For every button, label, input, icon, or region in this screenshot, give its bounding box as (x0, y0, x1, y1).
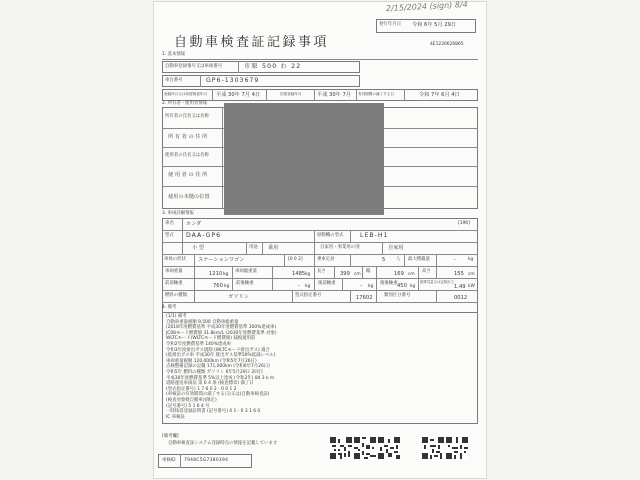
qr-code-icon (378, 437, 400, 459)
length-label: 長さ (317, 269, 326, 274)
body-code: [0 0 2] (288, 257, 303, 262)
remark-line: 車両重量税額 120,000km (令和5年7月26日) (166, 358, 257, 364)
use-value: 乗用 (268, 245, 279, 251)
class-number-value: 0012 (454, 295, 468, 301)
displacement-unit: kW (468, 284, 475, 289)
remark-line: 点検整備記録の記載 171,000km (令和6年7月26日) (166, 364, 270, 370)
max-load-unit: kg (468, 257, 474, 262)
capacity-value: 5 (382, 257, 386, 263)
width-value: 169 (394, 271, 404, 277)
capacity-unit: 人 (396, 257, 401, 262)
first-reg-ym-value: 平成 30年 7月 (317, 92, 351, 98)
reg-number-label: 自動車登録番号又は車両番号 (165, 64, 223, 69)
remark-line: (2018年度燃費基準 平成30年度燃費基準 100%達成車) (166, 325, 277, 331)
remark-line: (記号番号) 5 1 6 4 号 (166, 403, 210, 409)
first-reg-ym-label: 初度登録年月 (280, 92, 302, 96)
remark-line: 一時抹消登録証明書 (記号番号) 4 1 - 0 3 1 6 0 (166, 409, 261, 415)
displacement-value: 1.49 (454, 284, 466, 290)
expiry-value: 令和 7年 6月 4日 (419, 92, 460, 98)
mf-axle-label: 後前軸重 (318, 281, 336, 286)
mf-axle-unit: kg (368, 284, 374, 289)
body-shape-label: 車体の形状 (164, 257, 186, 262)
remark-line: 令和5年 燃料の種類 ガソリン 6年5月29日 2回目 (166, 370, 263, 375)
car-name-code: [196] (458, 221, 470, 226)
user-name-label: 使用者の氏名又は名称 (165, 153, 209, 158)
vin-value: GP6-1303679 (206, 77, 260, 84)
rear-axle-label: 後後軸重 (380, 281, 398, 286)
qr-code-icon (446, 437, 468, 459)
remark-line: 令和2年度燃費基準 140%達成車 (166, 342, 232, 347)
car-name-value: ホンダ (186, 221, 202, 227)
footer-note: 自動車検査証システム登録時点の情報を記載しています (168, 441, 278, 446)
vin-row (162, 75, 360, 87)
document-title: 自動車検査証記録事項 (174, 35, 330, 50)
owner-name-label: 所有者の氏名又は名称 (165, 114, 209, 119)
first-reg-value: 平成 30年 7月 4日 (216, 92, 261, 98)
model-label: 型式 (165, 233, 174, 238)
rear-axle-unit: kg (410, 284, 416, 289)
fuel-value: ガソリン (228, 294, 249, 300)
body-shape-value: ステーションワゴン (198, 257, 245, 263)
type-approval-label: 型式指定番号 (295, 293, 322, 298)
issue-date-label: 発行年月日 (379, 22, 401, 27)
expiry-label: 有効期間の満了する日 (358, 92, 394, 96)
remark-line: (型式指定番号) 1 7 6 0 2 - 0 0 1 2 (166, 386, 237, 392)
max-load-label: 最大積載量 (408, 257, 430, 262)
vehicle-inspection-certificate (154, 2, 486, 478)
remark-line: 道路運送車両法 第 6 4 条 (検査標章) 満了日 (166, 381, 254, 387)
model-value: DAA-GP6 (186, 232, 222, 239)
inspection-id-value: 7948C5G7380394 (184, 458, 229, 463)
length-value: 399 (340, 271, 350, 277)
width-unit: cm (408, 272, 415, 277)
vehicle-weight-label: 車両重量 (165, 269, 183, 274)
handwritten-note: 2/15/2024 (sign) 8/4 (385, 0, 468, 14)
gross-weight-value: 1485 (292, 271, 306, 277)
category-value: 小 型 (192, 245, 205, 251)
remark-line: 自動車重量税額 9,500 自動車総重量 (166, 319, 239, 325)
reg-number-value: 市原 500 わ 22 (244, 63, 302, 70)
car-name-label: 車名 (165, 221, 174, 226)
section1-header: 1. 基本情報 (162, 52, 186, 57)
owner-address-label: 所 有 者 の 住 所 (168, 134, 208, 140)
remark-line: (検査対象軽自動車)(限定) (166, 398, 217, 403)
gross-weight-unit: kg (305, 272, 311, 277)
section4-header: 4. 備考 (162, 305, 177, 310)
fm-axle-unit: kg (305, 284, 311, 289)
engine-model-value: LEB-H1 (360, 232, 389, 239)
remark-line: (低排出ガス車 平成30年 排出ガス基準50%低減レベル) (166, 353, 276, 359)
inspection-id-label: 車検ID (162, 458, 176, 463)
max-load-value: - (454, 257, 456, 263)
redacted-owner-info (224, 103, 384, 215)
remark-line: 平成30年度燃費基準 5%以上達成 (令和2年) 84 3 k m (166, 375, 275, 381)
fuel-label: 燃料の種類 (165, 293, 187, 298)
remark-line: IC 車検証 (166, 414, 185, 420)
class-number-label: 類別区分番号 (384, 293, 411, 298)
qr-code-icon (330, 437, 352, 459)
front-axle-value: 760 (213, 283, 223, 289)
gross-weight-label: 車両総重量 (235, 269, 257, 274)
fm-axle-value: - (298, 283, 300, 289)
section2-header: 2. 所有者・使用者情報 (162, 101, 208, 106)
qr-code-icon (354, 437, 376, 459)
fm-axle-label: 前後軸重 (236, 281, 254, 286)
vehicle-weight-unit: kg (223, 272, 229, 277)
private-business-label: 自家用・事業用の別 (320, 245, 360, 250)
remark-line: JC08モード燃費値 31.8km/L (2030年度燃費基準 対象) (166, 330, 277, 336)
section3-header: 3. 車両詳細情報 (162, 211, 194, 216)
front-axle-label: 前前軸重 (165, 281, 183, 286)
height-value: 155 (454, 271, 464, 277)
mf-axle-value: - (360, 283, 362, 289)
remark-line: 令和3年度排出ガス規制 (WLTCモード排出ガス) 適合 (166, 347, 270, 353)
private-business-value: 自家用 (388, 245, 404, 251)
document-number: 4E1230626865 (430, 42, 464, 47)
user-address-label: 使 用 者 の 住 所 (168, 172, 208, 178)
vin-label: 車台番号 (165, 78, 183, 83)
qr-code-icon (422, 437, 444, 459)
footer-header: [備考欄] (162, 434, 179, 439)
issue-date-value: 令和 6年 5月 29日 (412, 22, 457, 28)
use-label: 用途 (249, 245, 258, 250)
height-unit: cm (468, 272, 475, 277)
height-label: 高さ (422, 269, 431, 274)
remark-line: (1/1) 備考 (166, 314, 187, 319)
front-axle-unit: kg (224, 284, 230, 289)
remark-line: (車検証の有効期間の満了する日)又は(自動車検査証) (166, 392, 270, 398)
rear-axle-value: 450 (397, 283, 407, 289)
type-approval-value: 17602 (356, 295, 373, 301)
vehicle-weight-value: 1210 (209, 271, 223, 277)
displacement-label: 総排気量又は定格出力 (420, 280, 454, 284)
remark-line: WLTCモード(WLTCモード燃費値) 減税適用前 (166, 336, 256, 342)
engine-model-label: 原動機の型式 (317, 233, 344, 238)
length-unit: cm (354, 272, 361, 277)
capacity-label: 乗車定員 (317, 257, 335, 262)
first-reg-label: 登録年月又は初度検査年月 (164, 92, 208, 96)
base-location-label: 使用の本拠の位置 (168, 194, 210, 200)
width-label: 幅 (366, 269, 371, 274)
